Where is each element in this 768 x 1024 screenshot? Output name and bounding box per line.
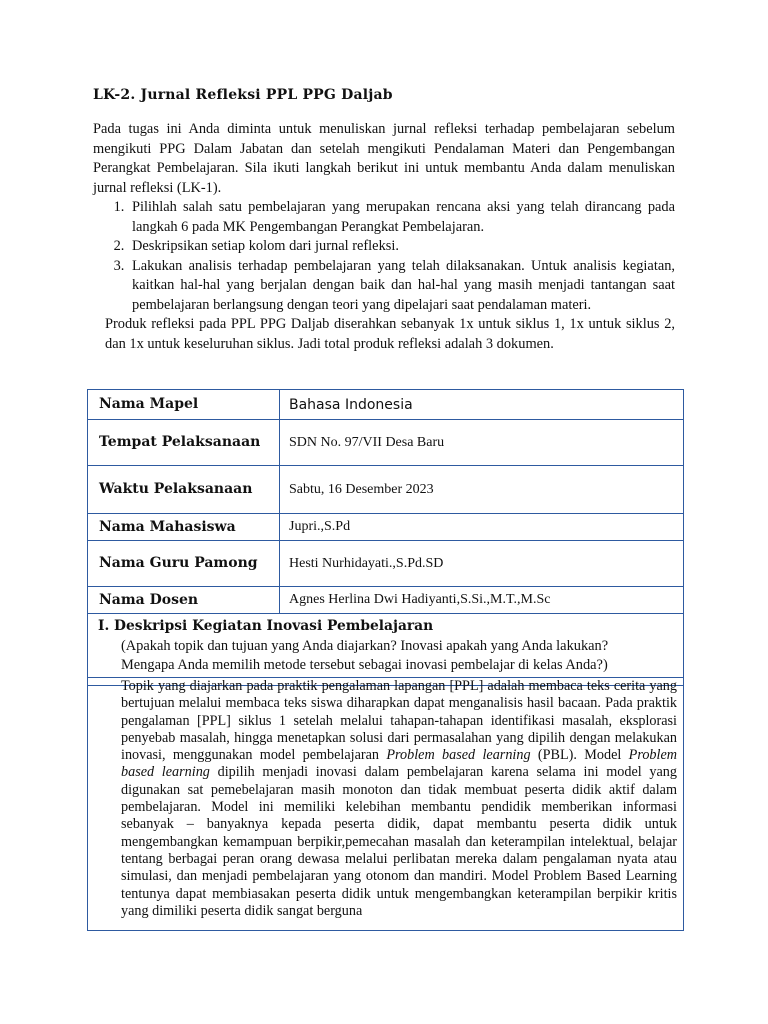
instructions [93,120,675,354]
label-waktu: Waktu Pelaksanaan [88,466,280,514]
section-heading: I. Deskripsi Kegiatan Inovasi Pembelajaran [98,618,434,634]
section-deskripsi-body [87,677,684,931]
table-row [88,466,684,514]
description-emphasis-1: Problem based learning [386,747,531,764]
step-item: 3. Lakukan analisis terhadap pembelajaran yang telah dilaksanakan. Untuk analisis kegiatan, kaitkan hal-hal yang berjalan dengan baik dan hal-hal yang masih menjadi tantangan saat pembelajaran berlangsung dengan teori yang dipelajari saat pendalaman materi. [128,257,675,316]
table-row [88,390,684,420]
section-deskripsi-header [87,613,684,686]
section-prompt: (Apakah topik dan tujuan yang Anda diajarkan? Inovasi apakah yang Anda lakukan? Mengapa Anda memilih metode tersebut sebagai inovasi pembelajar di kelas Anda?) [121,638,609,673]
table-row [88,514,684,541]
table-row [88,420,684,466]
description-text [121,678,677,920]
steps-list [93,198,675,315]
step-item: 1. Pilihlah salah satu pembelajaran yang merupakan rencana aksi yang telah dirancang pada langkah 6 pada MK Pengembangan Perangkat Pembelajaran. [128,198,675,237]
value-guru-pamong: Hesti Nurhidayati.,S.Pd.SD [280,541,684,587]
description-part-2: (PBL). Model [537,747,622,764]
label-guru-pamong: Nama Guru Pamong [88,541,280,587]
label-dosen: Nama Dosen [88,587,280,614]
value-nama-mapel: Bahasa Indonesia [280,390,684,420]
page-title: LK-2. Jurnal Refleksi PPL PPG Daljab [93,87,393,103]
produk-paragraph: Produk refleksi pada PPL PPG Daljab diserahkan sebanyak 1x untuk siklus 1, 1x untuk siklus 2, dan 1x untuk keseluruhan siklus. Jadi total produk refleksi adalah 3 dokumen. [105,316,675,352]
table-row [88,587,684,614]
value-tempat: SDN No. 97/VII Desa Baru [280,420,684,466]
label-mahasiswa: Nama Mahasiswa [88,514,280,541]
description-paragraph [121,678,677,920]
value-dosen: Agnes Herlina Dwi Hadiyanti,S.Si.,M.T.,M.Sc [280,587,684,614]
description-part-3: dipilih menjadi inovasi dalam pembelajaran karena selama ini model yang digunakan sat pemebelajaran masih monoton dan tidak membuat peserta didik aktif dalam pembelajaran. Model ini memiliki kelebihan membantu pendidik memberikan informasi sebanyak – banyaknya kepada peserta didik, dapat membantu peserta didik untuk mengembangkan kemampuan berpikir,pemecahan masalah dan keterampilan intelektual, belajar tentang berbagai peran orang dewasa melalui perlibatan mereka dalam pengalaman nyata atau simulasi, dan menjadi pembelajaran yang otonom dan mandiri. Model Problem Based Learning tentunya dapat membiasakan peserta didik untuk mengembangkan keterampilan berpikir kritis yang dimiliki peserta didik sangat berguna [121,764,677,919]
intro-paragraph: Pada tugas ini Anda diminta untuk menuliskan jurnal refleksi terhadap pembelajaran sebelum mengikuti PPG Dalam Jabatan dan setelah mengikuti Pendalaman Materi dan Pengembangan Perangkat Pembelajaran. Sila ikuti langkah berikut ini untuk membantu Anda dalam menuliskan jurnal refleksi (LK-1). [93,121,675,196]
value-waktu: Sabtu, 16 Desember 2023 [280,466,684,514]
description-emphasis-2: Problem based learning [121,747,677,781]
value-mahasiswa: Jupri.,S.Pd [280,514,684,541]
step-item: 2. Deskripsikan setiap kolom dari jurnal refleksi. [128,237,675,257]
label-tempat: Tempat Pelaksanaan [88,420,280,466]
label-nama-mapel: Nama Mapel [88,390,280,420]
table-row [88,541,684,587]
description-part-1: Topik yang diajarkan pada praktik pengalaman lapangan [PPL] adalah membaca teks cerita yang bertujuan melalui membaca teks siswa diharapkan dapat menganalisis hasil bacaan. Pada praktik pengalaman [PPL] siklus 1 setelah melalui tahapan-tahapan identifikasi masalah, eksplorasi penyebab masalah, hingga menetapkan solusi dari permasalahan yang dipilih dengan melakukan inovasi, menggunakan model pembelajaran [121,678,677,764]
info-table [87,389,684,614]
